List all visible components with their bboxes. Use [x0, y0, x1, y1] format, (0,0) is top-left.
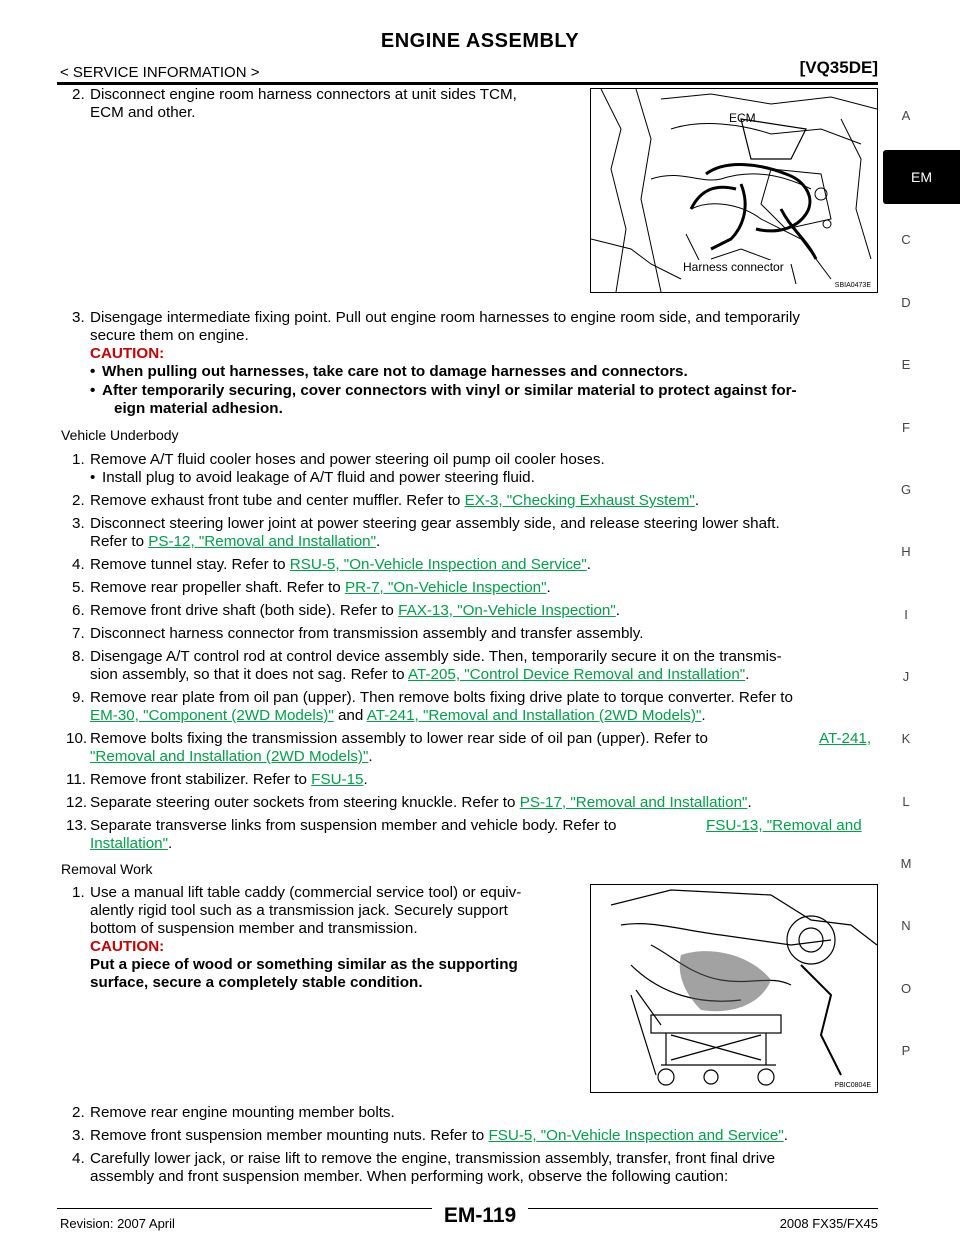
section-heading: Removal Work	[61, 861, 153, 877]
step-number: 5.	[72, 579, 85, 596]
step-number: 2.	[72, 86, 85, 103]
step-text: Disconnect steering lower joint at power steering gear assembly side, and release steering lower shaft.	[90, 515, 780, 532]
step-text: Remove front drive shaft (both side). Refer to FAX-13, "On-Vehicle Inspection".	[90, 602, 620, 619]
figure-lift-table	[590, 884, 878, 1093]
step-text: assembly and front suspension member. When performing work, observe the following caution:	[90, 1168, 729, 1185]
reference-link[interactable]: FSU-15	[311, 771, 364, 788]
step-text: Remove front suspension member mounting nuts. Refer to FSU-5, "On-Vehicle Inspection and Service".	[90, 1127, 788, 1144]
reference-link[interactable]: PS-12, "Removal and Installation"	[148, 533, 377, 550]
index-tab-m[interactable]: M	[900, 856, 912, 871]
caution-label: CAUTION:	[90, 345, 165, 362]
step-number: 3.	[72, 1127, 85, 1144]
step-text: Separate transverse links from suspension member and vehicle body. Refer to	[90, 817, 617, 834]
step-number: 1.	[72, 884, 85, 901]
step-text: sion assembly, so that it does not sag. Refer to AT-205, "Control Device Removal and Installation".	[90, 666, 750, 683]
step-number: 4.	[72, 1150, 85, 1167]
index-tab-o[interactable]: O	[900, 981, 912, 996]
reference-link[interactable]: FSU-13, "Removal and	[706, 817, 862, 834]
index-tab-f[interactable]: F	[902, 420, 910, 435]
reference-link-wrapper	[819, 730, 871, 748]
index-tab-c[interactable]: C	[901, 232, 911, 247]
figure-label: Harness connector	[683, 260, 784, 274]
step-number: 13.	[66, 817, 88, 834]
step-text: Install plug to avoid leakage of A/T fluid and power steering fluid.	[102, 469, 535, 486]
reference-link[interactable]: "Removal and Installation (2WD Models)"	[90, 748, 369, 765]
step-number: 3.	[72, 515, 85, 532]
step-number: 6.	[72, 602, 85, 619]
step-text: Carefully lower jack, or raise lift to remove the engine, transmission assembly, transfer, front final drive	[90, 1150, 776, 1167]
caution-text: Put a piece of wood or something similar as the supporting	[90, 956, 518, 973]
caution-label: CAUTION:	[90, 938, 165, 955]
step-text: Separate steering outer sockets from steering knuckle. Refer to PS-17, "Removal and Installation".	[90, 794, 752, 811]
index-tab-k[interactable]: K	[901, 731, 911, 746]
index-tab-p[interactable]: P	[901, 1043, 911, 1058]
caution-text: After temporarily securing, cover connectors with vinyl or similar material to protect against for-	[102, 382, 797, 399]
reference-link[interactable]: RSU-5, "On-Vehicle Inspection and Service"	[289, 556, 587, 573]
step-text: EM-30, "Component (2WD Models)" and AT-241, "Removal and Installation (2WD Models)".	[90, 707, 706, 724]
step-number: 8.	[72, 648, 85, 665]
step-text: "Removal and Installation (2WD Models)".	[90, 748, 373, 765]
step-text: Disengage A/T control rod at control device assembly side. Then, temporarily secure it on the transmis-	[90, 648, 782, 665]
index-tab-h[interactable]: H	[901, 544, 911, 559]
step-text: Remove tunnel stay. Refer to RSU-5, "On-Vehicle Inspection and Service".	[90, 556, 591, 573]
lift-table-illustration	[591, 885, 877, 1092]
index-tab-n[interactable]: N	[901, 918, 911, 933]
index-tab-i[interactable]: I	[904, 607, 908, 622]
step-text: Installation".	[90, 835, 173, 852]
step-text: Remove front stabilizer. Refer to FSU-15.	[90, 771, 368, 788]
engine-code: [VQ35DE]	[799, 58, 878, 77]
step-text: Disengage intermediate fixing point. Pull out engine room harnesses to engine room side, and temporarily	[90, 309, 801, 326]
index-tab-d[interactable]: D	[901, 295, 911, 310]
step-number: 9.	[72, 689, 85, 706]
figure-label: ECM	[729, 111, 756, 125]
reference-link[interactable]: FSU-5, "On-Vehicle Inspection and Service"	[488, 1127, 784, 1144]
step-text: secure them on engine.	[90, 327, 249, 344]
reference-link[interactable]: AT-241,	[819, 730, 872, 747]
index-tab-a[interactable]: A	[901, 108, 911, 123]
page-number: EM-119	[0, 1204, 960, 1228]
reference-link[interactable]: Installation"	[90, 835, 168, 852]
step-text: Disconnect harness connector from transmission assembly and transfer assembly.	[90, 625, 644, 642]
section-label: < SERVICE INFORMATION >	[60, 64, 260, 81]
step-number: 7.	[72, 625, 85, 642]
caution-text: When pulling out harnesses, take care not to damage harnesses and connectors.	[102, 363, 688, 380]
reference-link[interactable]: AT-205, "Control Device Removal and Installation"	[408, 666, 746, 683]
step-number: 12.	[66, 794, 88, 811]
step-text: Remove rear plate from oil pan (upper). Then remove bolts fixing drive plate to torque converter. Refer to	[90, 689, 793, 706]
step-text: bottom of suspension member and transmission.	[90, 920, 418, 937]
step-text: alently rigid tool such as a transmission jack. Securely support	[90, 902, 508, 919]
bullet-marker: •	[90, 363, 96, 380]
index-tab-em[interactable]: EM	[883, 150, 960, 204]
reference-link[interactable]: FAX-13, "On-Vehicle Inspection"	[398, 602, 616, 619]
page-title: ENGINE ASSEMBLY	[380, 30, 580, 52]
reference-link[interactable]: PR-7, "On-Vehicle Inspection"	[344, 579, 547, 596]
step-text: ECM and other.	[90, 104, 196, 121]
figure-ecm-harness	[590, 88, 878, 293]
figure-code: SBIA0473E	[834, 282, 871, 289]
reference-link[interactable]: AT-241, "Removal and Installation (2WD Models)"	[366, 707, 702, 724]
revision-date: Revision: 2007 April	[60, 1216, 175, 1231]
section-heading: Vehicle Underbody	[61, 427, 179, 443]
step-text: Remove rear engine mounting member bolts.	[90, 1104, 395, 1121]
step-number: 3.	[72, 309, 85, 326]
reference-link[interactable]: PS-17, "Removal and Installation"	[519, 794, 748, 811]
reference-link[interactable]: EX-3, "Checking Exhaust System"	[464, 492, 695, 509]
step-number: 11.	[66, 771, 86, 788]
step-number: 1.	[72, 451, 85, 468]
index-tab-g[interactable]: G	[900, 482, 912, 497]
step-number: 2.	[72, 492, 85, 509]
header-rule	[57, 82, 878, 85]
index-tab-e[interactable]: E	[901, 357, 911, 372]
caution-text: eign material adhesion.	[114, 400, 283, 417]
step-text: Use a manual lift table caddy (commercial service tool) or equiv-	[90, 884, 522, 901]
figure-code: PBIC0804E	[834, 1082, 871, 1089]
bullet-marker: •	[90, 382, 96, 399]
step-text: Refer to PS-12, "Removal and Installation".	[90, 533, 381, 550]
model-name: 2008 FX35/FX45	[779, 1216, 878, 1231]
step-text: Remove exhaust front tube and center muffler. Refer to EX-3, "Checking Exhaust System".	[90, 492, 700, 509]
step-number: 4.	[72, 556, 85, 573]
step-number: 2.	[72, 1104, 85, 1121]
reference-link-wrapper	[706, 817, 862, 835]
reference-link[interactable]: EM-30, "Component (2WD Models)"	[90, 707, 334, 724]
step-number: 10.	[66, 730, 88, 747]
index-tab-l[interactable]: L	[902, 794, 910, 809]
bullet-marker: •	[90, 469, 96, 486]
index-tab-j[interactable]: J	[902, 669, 910, 684]
step-text: Remove rear propeller shaft. Refer to PR-7, "On-Vehicle Inspection".	[90, 579, 551, 596]
step-text: Remove bolts fixing the transmission assembly to lower rear side of oil pan (upper). Refer to	[90, 730, 708, 747]
caution-text: surface, secure a completely stable condition.	[90, 974, 423, 991]
step-text: Remove A/T fluid cooler hoses and power steering oil pump oil cooler hoses.	[90, 451, 605, 468]
step-text: Disconnect engine room harness connectors at unit sides TCM,	[90, 86, 517, 103]
